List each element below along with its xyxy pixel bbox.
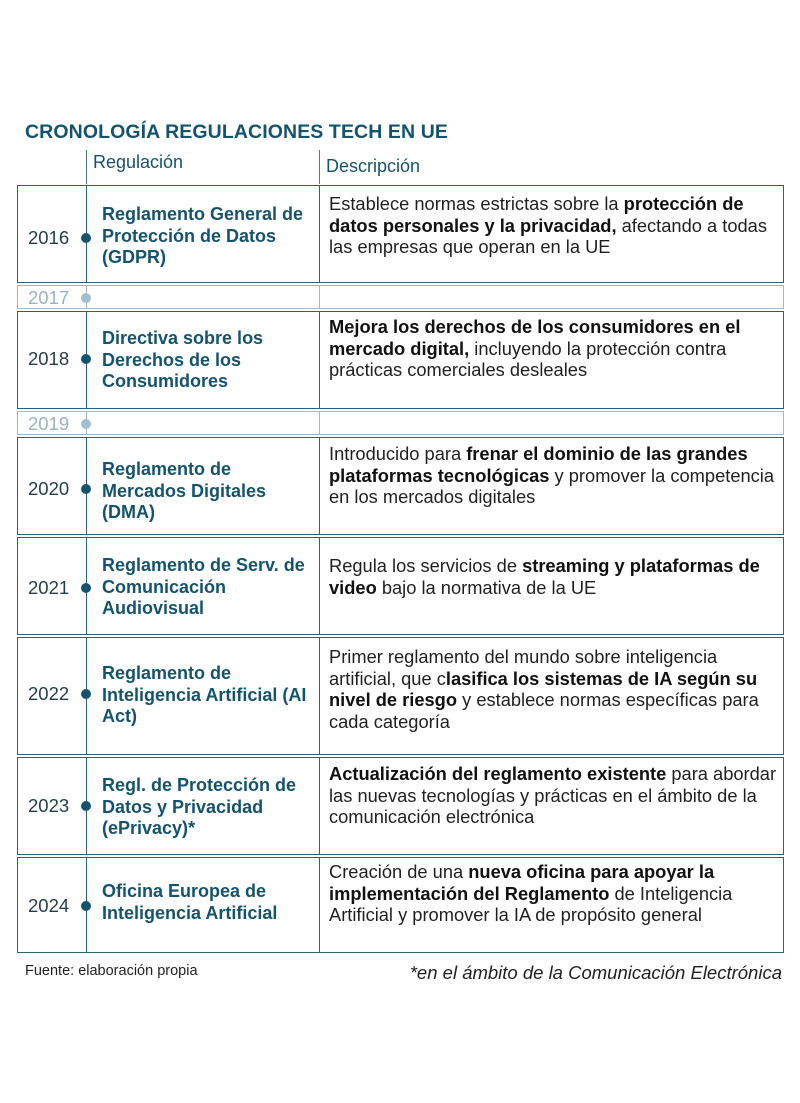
row-regulation: Reglamento de Mercados Digitales (DMA) [102,459,267,522]
row-description: Regula los servicios de streaming y plataformas de video bajo la normativa de la UE [329,555,760,598]
row-year: 2022 [28,683,70,704]
row-year: 2017 [28,287,70,308]
row-regulation: Reglamento de Inteligencia Artificial (AI Act) [102,663,307,726]
row-year: 2016 [28,227,70,248]
row-regulation: Directiva sobre los Derechos de los Consumidores [102,328,264,391]
source-note: Fuente: elaboración propia [25,963,198,979]
row-description: Mejora los derechos de los consumidores en el mercado digital, incluyendo la protección contra prácticas comerciales desleales [329,316,741,380]
table-row [17,757,784,855]
row-description: Introducido para frenar el dominio de las grandes plataformas tecnológicas y promover la competencia en los mercados digitales [329,443,775,507]
column-divider [319,185,320,283]
row-border [17,411,784,435]
row-description: Creación de una nueva oficina para apoyar la implementación del Reglamento de Inteligencia Artificial y promover la IA de propósito general [329,861,733,925]
column-divider [319,411,320,435]
table-row [17,185,784,283]
header-divider-left [86,150,87,184]
timeline-dot [81,293,91,303]
row-year: 2020 [28,478,70,499]
column-divider [319,311,320,409]
row-year: 2018 [28,348,70,369]
table-row [17,637,784,755]
table-row [17,537,784,635]
table-row [17,285,784,309]
timeline-dot [81,233,91,243]
row-regulation: Reglamento de Serv. de Comunicación Audiovisual [102,555,305,618]
row-year: 2023 [28,795,70,816]
column-divider [319,537,320,635]
timeline-dot [81,689,91,699]
timeline-dot [81,801,91,811]
row-description: Establece normas estrictas sobre la protección de datos personales y la privacidad, afectando a todas las empresas que operan en la UE [329,193,767,257]
row-year: 2019 [28,413,70,434]
timeline-dot [81,354,91,364]
column-divider [319,637,320,755]
row-border [17,285,784,309]
column-divider [319,437,320,535]
timeline-dot [81,583,91,593]
table-row [17,857,784,953]
column-header-description: Descripción [326,156,421,176]
row-description: Actualización del reglamento existente para abordar las nuevas tecnologías y prácticas en el ámbito de la comunicación electrónica [329,763,777,827]
column-divider [319,757,320,855]
column-divider [319,857,320,953]
row-regulation: Regl. de Protección de Datos y Privacidad (ePrivacy)* [102,775,297,838]
table-row [17,411,784,435]
table-row [17,437,784,535]
footnote: *en el ámbito de la Comunicación Electrónica [409,962,782,983]
column-divider [319,285,320,309]
row-regulation: Reglamento General de Protección de Datos (GDPR) [102,204,304,267]
row-description: Primer reglamento del mundo sobre inteligencia artificial, que clasifica los sistemas de IA según su nivel de riesgo y establece normas específicas para cada categoría [329,646,759,732]
timeline-dot [81,484,91,494]
timeline-dot [81,901,91,911]
row-regulation: Oficina Europea de Inteligencia Artificial [102,881,278,923]
row-year: 2021 [28,577,70,598]
page-title: CRONOLOGÍA REGULACIONES TECH EN UE [25,121,449,143]
column-header-regulation: Regulación [93,152,184,172]
timeline-dot [81,419,91,429]
table-row [17,311,784,409]
header-divider-right [319,150,320,184]
row-year: 2024 [28,895,70,916]
